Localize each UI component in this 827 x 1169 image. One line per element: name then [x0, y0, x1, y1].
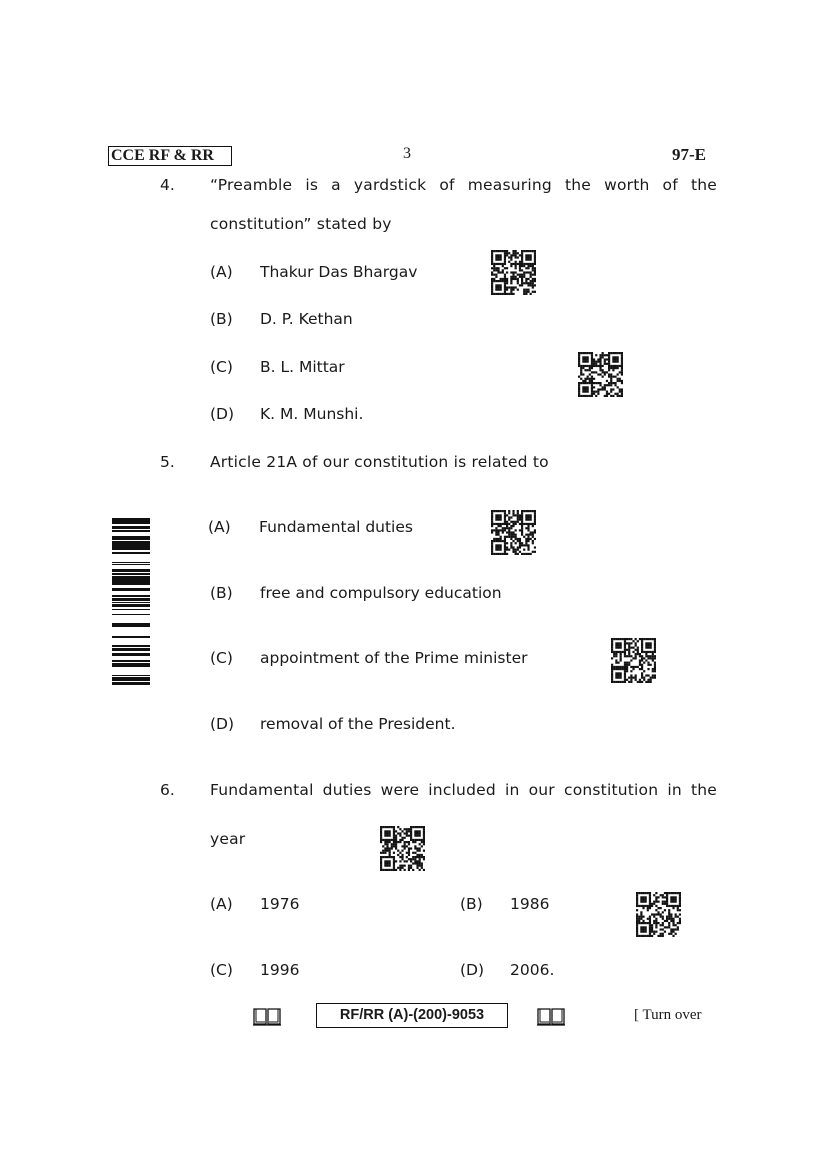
question-6-line1: Fundamental duties were included in our constitution in the: [210, 781, 717, 799]
option-label: (D): [210, 405, 235, 423]
book-icon: [536, 1006, 566, 1026]
option-text: D. P. Kethan: [260, 310, 353, 328]
question-number-5: 5.: [160, 453, 175, 471]
option-label: (A): [210, 895, 233, 913]
option-label: (C): [210, 649, 233, 667]
question-number-4: 4.: [160, 176, 175, 194]
option-label: (C): [210, 961, 233, 979]
option-label: (A): [210, 263, 233, 281]
qr-code-icon: [380, 826, 425, 871]
page-number: 3: [403, 145, 411, 162]
question-number-6: 6.: [160, 781, 175, 799]
book-icon: [252, 1006, 282, 1026]
option-label: (B): [460, 895, 483, 913]
series-box: CCE RF & RR: [108, 146, 232, 166]
option-label: (D): [460, 961, 485, 979]
option-label: (B): [210, 584, 233, 602]
qr-code-icon: [491, 250, 536, 295]
footer-code-box: RF/RR (A)-(200)-9053: [316, 1003, 508, 1028]
option-label: (A): [208, 518, 231, 536]
qr-code-icon: [636, 892, 681, 937]
option-text: 1996: [260, 961, 300, 979]
qr-code-icon: [491, 510, 536, 555]
option-label: (C): [210, 358, 233, 376]
option-text: 1986: [510, 895, 550, 913]
barcode-icon: [112, 518, 150, 686]
question-6-line2: year: [210, 830, 246, 848]
option-text: K. M. Munshi.: [260, 405, 364, 423]
question-5-line1: Article 21A of our constitution is related to: [210, 453, 549, 471]
option-text: B. L. Mittar: [260, 358, 345, 376]
option-text: 1976: [260, 895, 300, 913]
option-label: (B): [210, 310, 233, 328]
option-text: Thakur Das Bhargav: [260, 263, 418, 281]
qr-code-icon: [611, 638, 656, 683]
turn-over-note: [ Turn over: [634, 1007, 702, 1023]
option-text: free and compulsory education: [260, 584, 502, 602]
option-text: appointment of the Prime minister: [260, 649, 528, 667]
question-4-line2: constitution” stated by: [210, 215, 392, 233]
option-text: removal of the President.: [260, 715, 456, 733]
option-text: Fundamental duties: [259, 518, 413, 536]
option-text: 2006.: [510, 961, 555, 979]
paper-code: 97-E: [672, 145, 706, 164]
qr-code-icon: [578, 352, 623, 397]
question-4-line1: “Preamble is a yardstick of measuring the worth of the: [210, 176, 717, 194]
option-label: (D): [210, 715, 235, 733]
